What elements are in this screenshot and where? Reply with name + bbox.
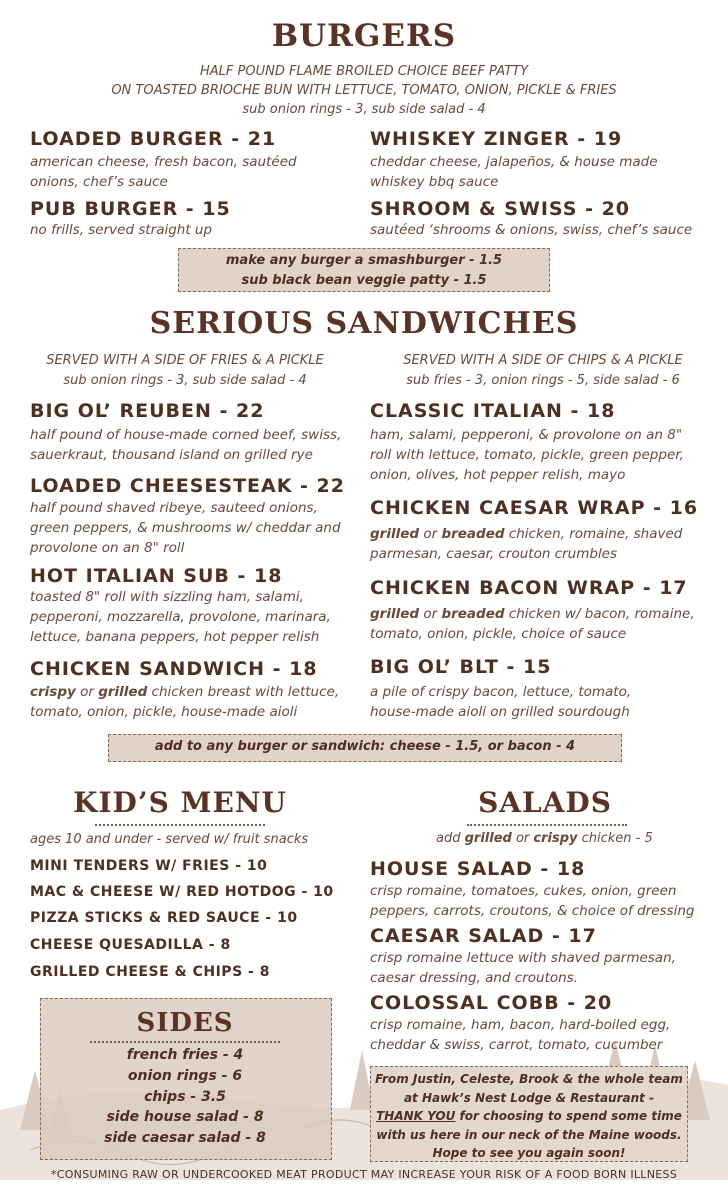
house-salad-desc: crisp romaine, tomatoes, cukes, onion, green peppers, carrots, croutons, & choice of dressing — [370, 883, 695, 919]
kids-menu-title: KID’S MENU — [73, 786, 287, 819]
chicken-bacon-wrap-desc: grilled or breaded chicken w/ bacon, romaine, tomato, onion, pickle, choice of sauce — [370, 606, 695, 642]
chicken-sandwich-desc: crispy or grilled chicken breast with lettuce, tomato, onion, pickle, house-made aioli — [30, 684, 340, 720]
hot-italian-sub-desc: toasted 8" roll with sizzling ham, salami, pepperoni, mozzarella, provolone, marinara, lettuce, banana peppers, hot pepper relish — [30, 589, 331, 645]
sandwiches-right-sub-2: sub fries - 3, onion rings - 5, side salad - 6 — [406, 373, 680, 388]
classic-italian-desc: ham, salami, pepperoni, & provolone on an 8" roll with lettuce, tomato, pickle, green pepper, onion, olives, hot pepper relish, mayo — [370, 427, 684, 483]
kids-item: GRILLED CHEESE & CHIPS - 8 — [30, 964, 270, 980]
chicken-bacon-wrap-name: CHICKEN BACON WRAP - 17 — [370, 577, 688, 599]
food-safety-disclaimer: *CONSUMING RAW OR UNDERCOOKED MEAT PRODUCT MAY INCREASE YOUR RISK OF A FOOD BORN ILLNESS — [50, 1168, 678, 1181]
loaded-burger-name: LOADED BURGER - 21 — [30, 128, 277, 150]
reuben-desc: half pound of house-made corned beef, swiss, sauerkraut, thousand island on grilled rye — [30, 427, 342, 463]
loaded-burger-desc: american cheese, fresh bacon, sautéed onions, chef’s sauce — [30, 154, 297, 190]
cheesesteak-desc: half pound shaved ribeye, sauteed onions, green peppers, & mushrooms w/ cheddar and provolone on an 8" roll — [30, 500, 341, 556]
kids-item: PIZZA STICKS & RED SAUCE - 10 — [30, 910, 298, 926]
sides-item: side caesar salad - 8 — [104, 1130, 266, 1146]
house-salad-name: HOUSE SALAD - 18 — [370, 858, 586, 880]
salads-divider — [467, 824, 627, 826]
thank-you-box: From Justin, Celeste, Brook & the whole team at Hawk’s Nest Lodge & Restaurant - THANK YOU for choosing to spend some time with us here in our neck of the Maine woods. Hope to see you again soon! — [370, 1066, 688, 1162]
colossal-cobb-name: COLOSSAL COBB - 20 — [370, 992, 613, 1014]
shroom-swiss-name: SHROOM & SWISS - 20 — [370, 198, 631, 220]
shroom-swiss-desc: sautéed ‘shrooms & onions, swiss, chef’s sauce — [370, 222, 693, 238]
kids-item: MAC & CHEESE W/ RED HOTDOG - 10 — [30, 884, 334, 900]
colossal-cobb-desc: crisp romaine, ham, bacon, hard-boiled egg, cheddar & swiss, carrot, tomato, cucumber — [370, 1017, 671, 1053]
salads-title: SALADS — [478, 786, 612, 819]
blt-desc: a pile of crispy bacon, lettuce, tomato, house-made aioli on grilled sourdough — [370, 684, 632, 720]
hot-italian-sub-name: HOT ITALIAN SUB - 18 — [30, 565, 283, 587]
sandwiches-title: SERIOUS SANDWICHES — [149, 306, 579, 341]
burgers-sub-1: HALF POUND FLAME BROILED CHOICE BEEF PATTY — [199, 64, 529, 79]
kids-menu-divider — [95, 824, 265, 826]
burger-options-box: make any burger a smashburger - 1.5 sub black bean veggie patty - 1.5 — [178, 248, 550, 292]
kids-item: CHEESE QUESADILLA - 8 — [30, 937, 231, 953]
sides-item: french fries - 4 — [126, 1047, 244, 1063]
pub-burger-desc: no frills, served straight up — [30, 222, 213, 238]
whiskey-zinger-desc: cheddar cheese, jalapeños, & house made whiskey bbq sauce — [370, 154, 658, 190]
salads-sub: add grilled or crispy chicken - 5 — [436, 831, 653, 846]
kids-item: MINI TENDERS W/ FRIES - 10 — [30, 858, 268, 874]
blt-name: BIG OL’ BLT - 15 — [370, 656, 552, 678]
classic-italian-name: CLASSIC ITALIAN - 18 — [370, 400, 616, 422]
caesar-salad-desc: crisp romaine lettuce with shaved parmesan, caesar dressing, and croutons. — [370, 950, 676, 986]
kids-menu-sub: ages 10 and under - served w/ fruit snacks — [30, 832, 309, 847]
sides-title: SIDES — [136, 1008, 234, 1038]
caesar-salad-name: CAESAR SALAD - 17 — [370, 925, 597, 947]
add-cheese-bacon-box: add to any burger or sandwich: cheese - 1.5, or bacon - 4 — [108, 734, 622, 762]
sides-item: onion rings - 6 — [127, 1068, 243, 1084]
sandwiches-right-sub-1: SERVED WITH A SIDE OF CHIPS & A PICKLE — [403, 353, 683, 368]
chicken-sandwich-name: CHICKEN SANDWICH - 18 — [30, 658, 318, 680]
pub-burger-name: PUB BURGER - 15 — [30, 198, 231, 220]
sandwiches-left-sub-1: SERVED WITH A SIDE OF FRIES & A PICKLE — [46, 353, 324, 368]
cheesesteak-name: LOADED CHEESESTEAK - 22 — [30, 475, 345, 497]
chicken-caesar-wrap-desc: grilled or breaded chicken, romaine, shaved parmesan, caesar, crouton crumbles — [370, 526, 683, 562]
sides-divider — [90, 1041, 280, 1043]
reuben-name: BIG OL’ REUBEN - 22 — [30, 400, 265, 422]
burgers-sub-2: ON TOASTED BRIOCHE BUN WITH LETTUCE, TOMATO, ONION, PICKLE & FRIES — [111, 83, 617, 98]
burgers-title: BURGERS — [271, 18, 457, 54]
sides-item: side house salad - 8 — [106, 1109, 264, 1125]
sandwiches-left-sub-2: sub onion rings - 3, sub side salad - 4 — [63, 373, 307, 388]
burgers-sub-3: sub onion rings - 3, sub side salad - 4 — [242, 102, 486, 117]
sides-item: chips - 3.5 — [144, 1089, 226, 1105]
chicken-caesar-wrap-name: CHICKEN CAESAR WRAP - 16 — [370, 497, 699, 519]
whiskey-zinger-name: WHISKEY ZINGER - 19 — [370, 128, 623, 150]
